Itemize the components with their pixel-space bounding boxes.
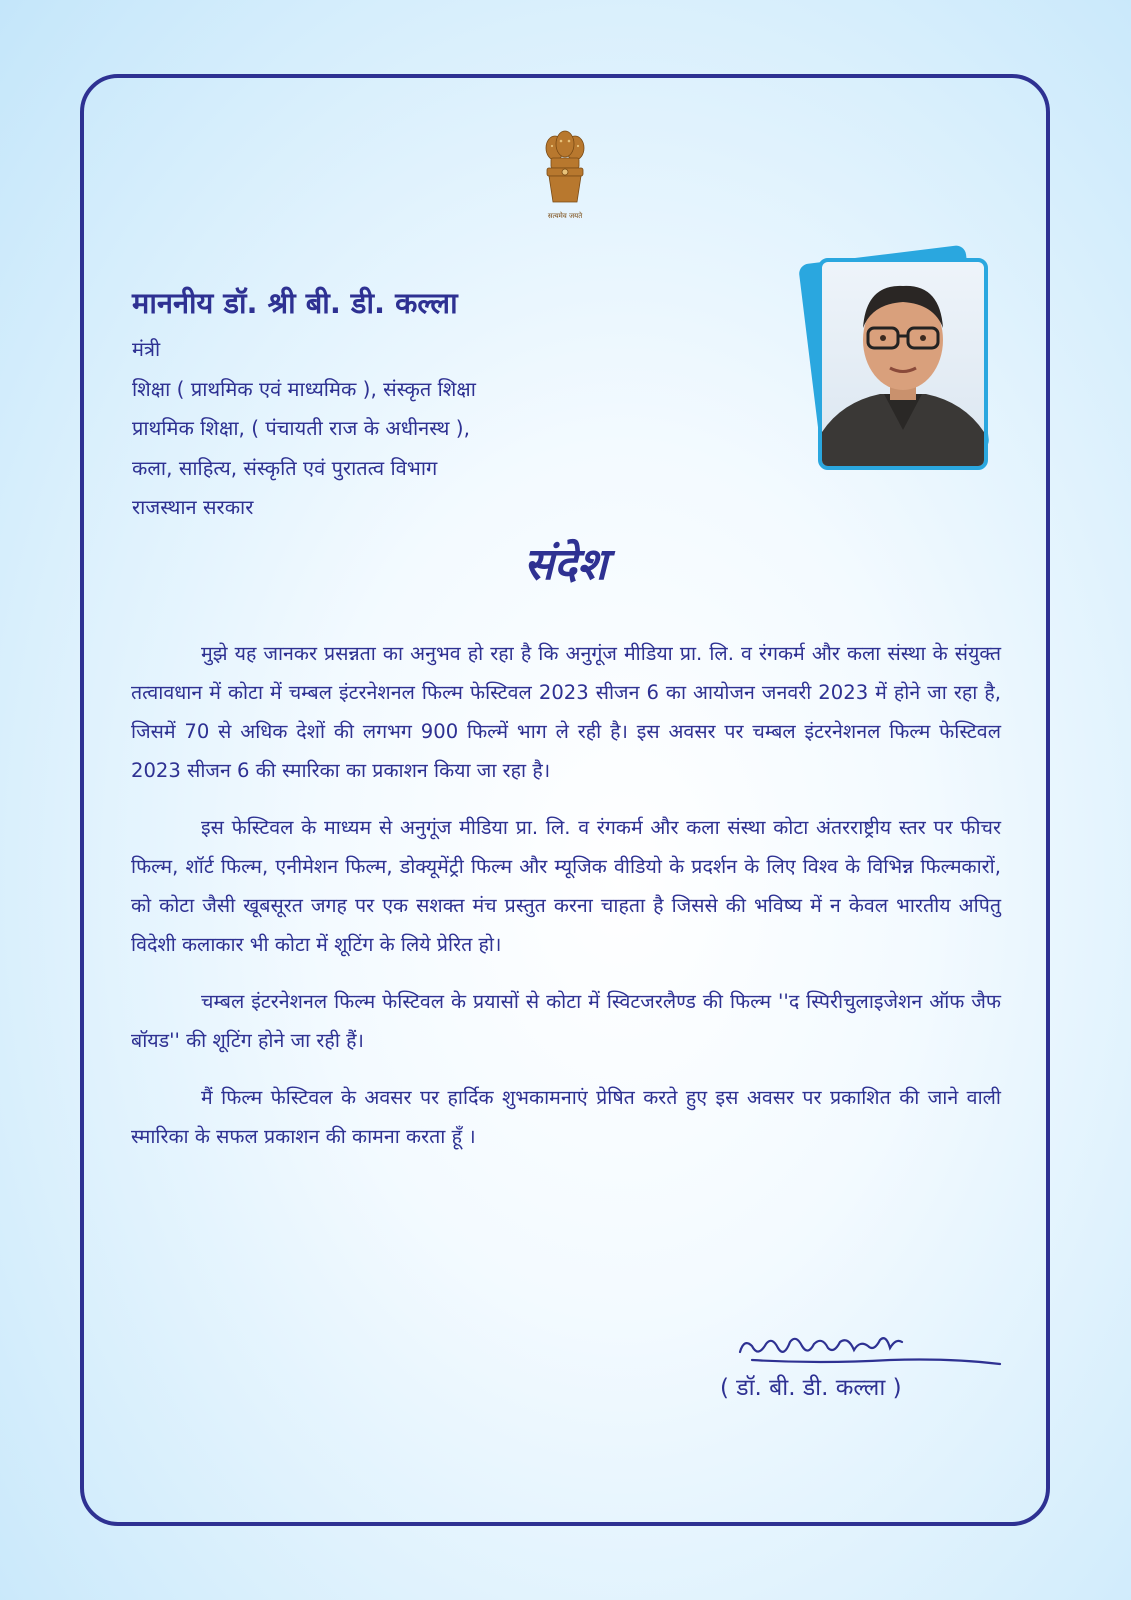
designation-line: मंत्री	[132, 337, 161, 361]
designation-line: कला, साहित्य, संस्कृति एवं पुरातत्व विभाग	[132, 455, 438, 480]
ashoka-emblem-icon	[537, 126, 593, 210]
national-emblem	[537, 126, 593, 226]
photo-frame	[818, 258, 988, 470]
message-paragraph: मुझे यह जानकर प्रसन्नता का अनुभव हो रहा है कि अनुगूंज मीडिया प्रा. लि. व रंगकर्म और कला संस्था के संयुक्त तत्वावधान में कोटा में चम्बल इंटरनेशनल फिल्म फेस्टिवल 2023 सीजन 6 का आयोजन जनवरी 2023 में होने जा रहा है, जिसमें 70 से अधिक देशों की लगभग 900 फिल्में भाग ले रही है। इस अवसर पर चम्बल इंटरनेशनल फिल्म फेस्टिवल 2023 सीजन 6 की स्मारिका का प्रकाशन किया जा रहा है।	[131, 642, 1001, 782]
signer-name: ( डॉ. बी. डी. कल्ला )	[720, 1375, 902, 1401]
designation-line: राजस्थान सरकार	[132, 495, 254, 519]
message-body	[131, 634, 1001, 1174]
minister-portrait	[822, 262, 984, 466]
message-paragraph: इस फेस्टिवल के माध्यम से अनुगूंज मीडिया प्रा. लि. व रंगकर्म और कला संस्था कोटा अंतरराष्ट्रीय स्तर पर फीचर फिल्म, शॉर्ट फिल्म, एनीमेशन फिल्म, डोक्यूमेंट्री फिल्म और म्यूजिक वीडियो के प्रदर्शन के लिए विश्व के विभिन्न फिल्मकारों, को कोटा जैसी खूबसूरत जगह पर एक सशक्त मंच प्रस्तुत करना चाहता है जिससे की भविष्य में न केवल भारतीय अपितु विदेशी कलाकार भी कोटा में शूटिंग के लिये प्रेरित हो।	[131, 816, 1001, 956]
message-paragraph: मैं फिल्म फेस्टिवल के अवसर पर हार्दिक शुभकामनाएं प्रेषित करते हुए इस अवसर पर प्रकाशित की जाने वाली स्मारिका के सफल प्रकाशन की कामना करता हूँ ।	[131, 1086, 1001, 1148]
minister-photo	[810, 254, 1000, 474]
designation-line: शिक्षा ( प्राथमिक एवं माध्यमिक ), संस्कृत शिक्षा	[132, 376, 476, 401]
emblem-motto: सत्यमेव जयते	[547, 212, 583, 220]
message-title: संदेश	[523, 539, 608, 590]
designation-block	[132, 330, 476, 528]
minister-name: माननीय डॉ. श्री बी. डी. कल्ला	[132, 286, 458, 320]
message-paragraph: चम्बल इंटरनेशनल फिल्म फेस्टिवल के प्रयासों से कोटा में स्विटजरलैण्ड की फिल्म ''द स्पिरीचुलाइजेशन ऑफ जैफ बॉयड'' की शूटिंग होने जा रही हैं।	[131, 990, 1001, 1052]
designation-line: प्राथमिक शिक्षा, ( पंचायती राज के अधीनस्थ ),	[132, 416, 470, 440]
